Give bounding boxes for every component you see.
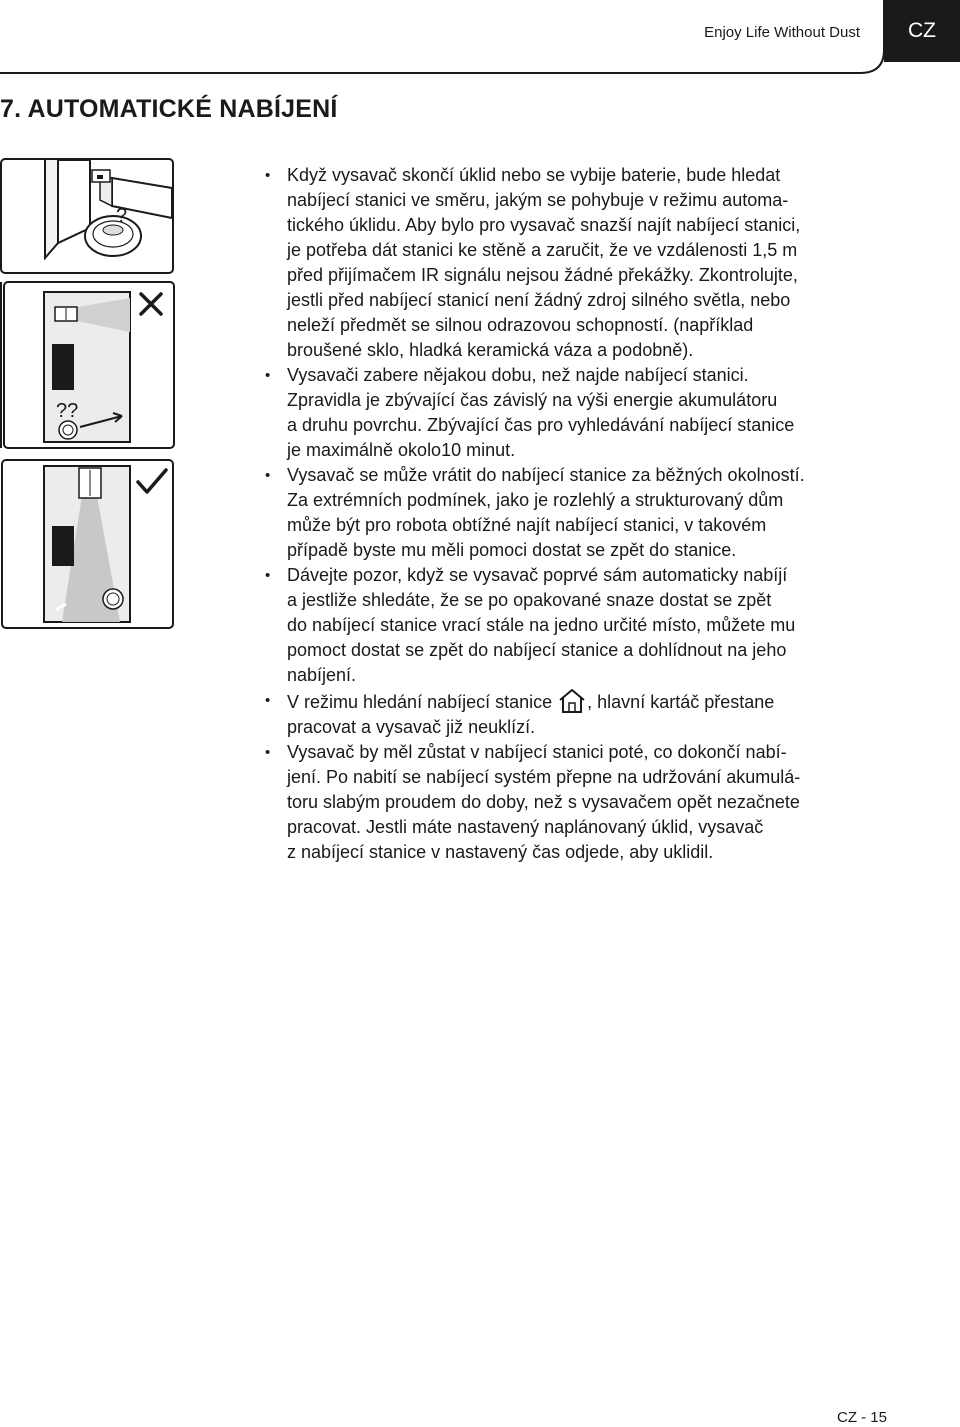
list-item: • Dávejte pozor, když se vysavač poprvé sám automaticky nabíjí a jestliže shledáte, že se po opakované snaze dostat se zpět do nabíjecí stanice vrací stále na jedno určité místo, můžete mu pomoct dostat se zpět do nabíjecí stanice a dohlídnout na jeho nabíjení. (260, 563, 900, 688)
list-item: • V režimu hledání nabíjecí stanice , hlavní kartáč přestane pracovat a vysavač již neuklízí. (260, 688, 900, 740)
home-icon (557, 688, 587, 714)
robot-searching-illustration (0, 158, 175, 274)
instructions-list (260, 163, 900, 865)
list-item: • Vysavač by měl zůstat v nabíjecí stanici poté, co dokončí nabí- jení. Po nabití se nabíjecí systém přepne na udržování akumulá- toru slabým proudem do doby, než s vysavačem opět nezačnete pracovat. Jestli máte nastavený naplánovaný úklid, vysavač z nabíjecí stanice v nastavený čas odjede, aby uklidil. (260, 740, 900, 865)
list-item: • Vysavač se může vrátit do nabíjecí stanice za běžných okolností. Za extrémních podmínek, jako je rozlehlý a strukturovaný dům může být pro robota obtížné najít nabíjecí stanici, v takovém případě byste mu měli pomoci dostat se zpět do stanice. (260, 463, 900, 563)
language-tab: CZ (884, 0, 960, 62)
question-marks: ?? (56, 400, 79, 422)
list-item: • Když vysavač skončí úklid nebo se vybije baterie, bude hledat nabíjecí stanici ve směru, jakým se pohybuje v režimu automa- tického úklidu. Aby bylo pro vysavač snazší najít nabíjecí stanici, je potřeba dát stanici ke stěně a zaručit, že ve vzdálenosti 1,5 m před přijímačem IR signálu nejsou žádné překážky. Zkontrolujte, jestli před nabíjecí stanicí není žádný zdroj silného světla, nebo neleží předmět se silnou odrazovou schopností. (například broušené sklo, hladká keramická váza a podobně). (260, 163, 900, 363)
section-title: 7. AUTOMATICKÉ NABÍJENÍ (0, 95, 338, 123)
header-tagline: Enjoy Life Without Dust (704, 24, 860, 41)
blocked-path-illustration (0, 280, 175, 450)
clear-path-illustration (0, 458, 175, 630)
svg-text:?: ? (116, 205, 128, 227)
page-number: CZ - 15 (836, 1409, 887, 1426)
list-item: • Vysavači zabere nějakou dobu, než najde nabíjecí stanici. Zpravidla je zbývající čas závislý na výši energie akumulátoru a druhu povrchu. Zbývající čas pro vyhledávání nabíjecí stanice je maximálně okolo10 minut. (260, 363, 900, 463)
